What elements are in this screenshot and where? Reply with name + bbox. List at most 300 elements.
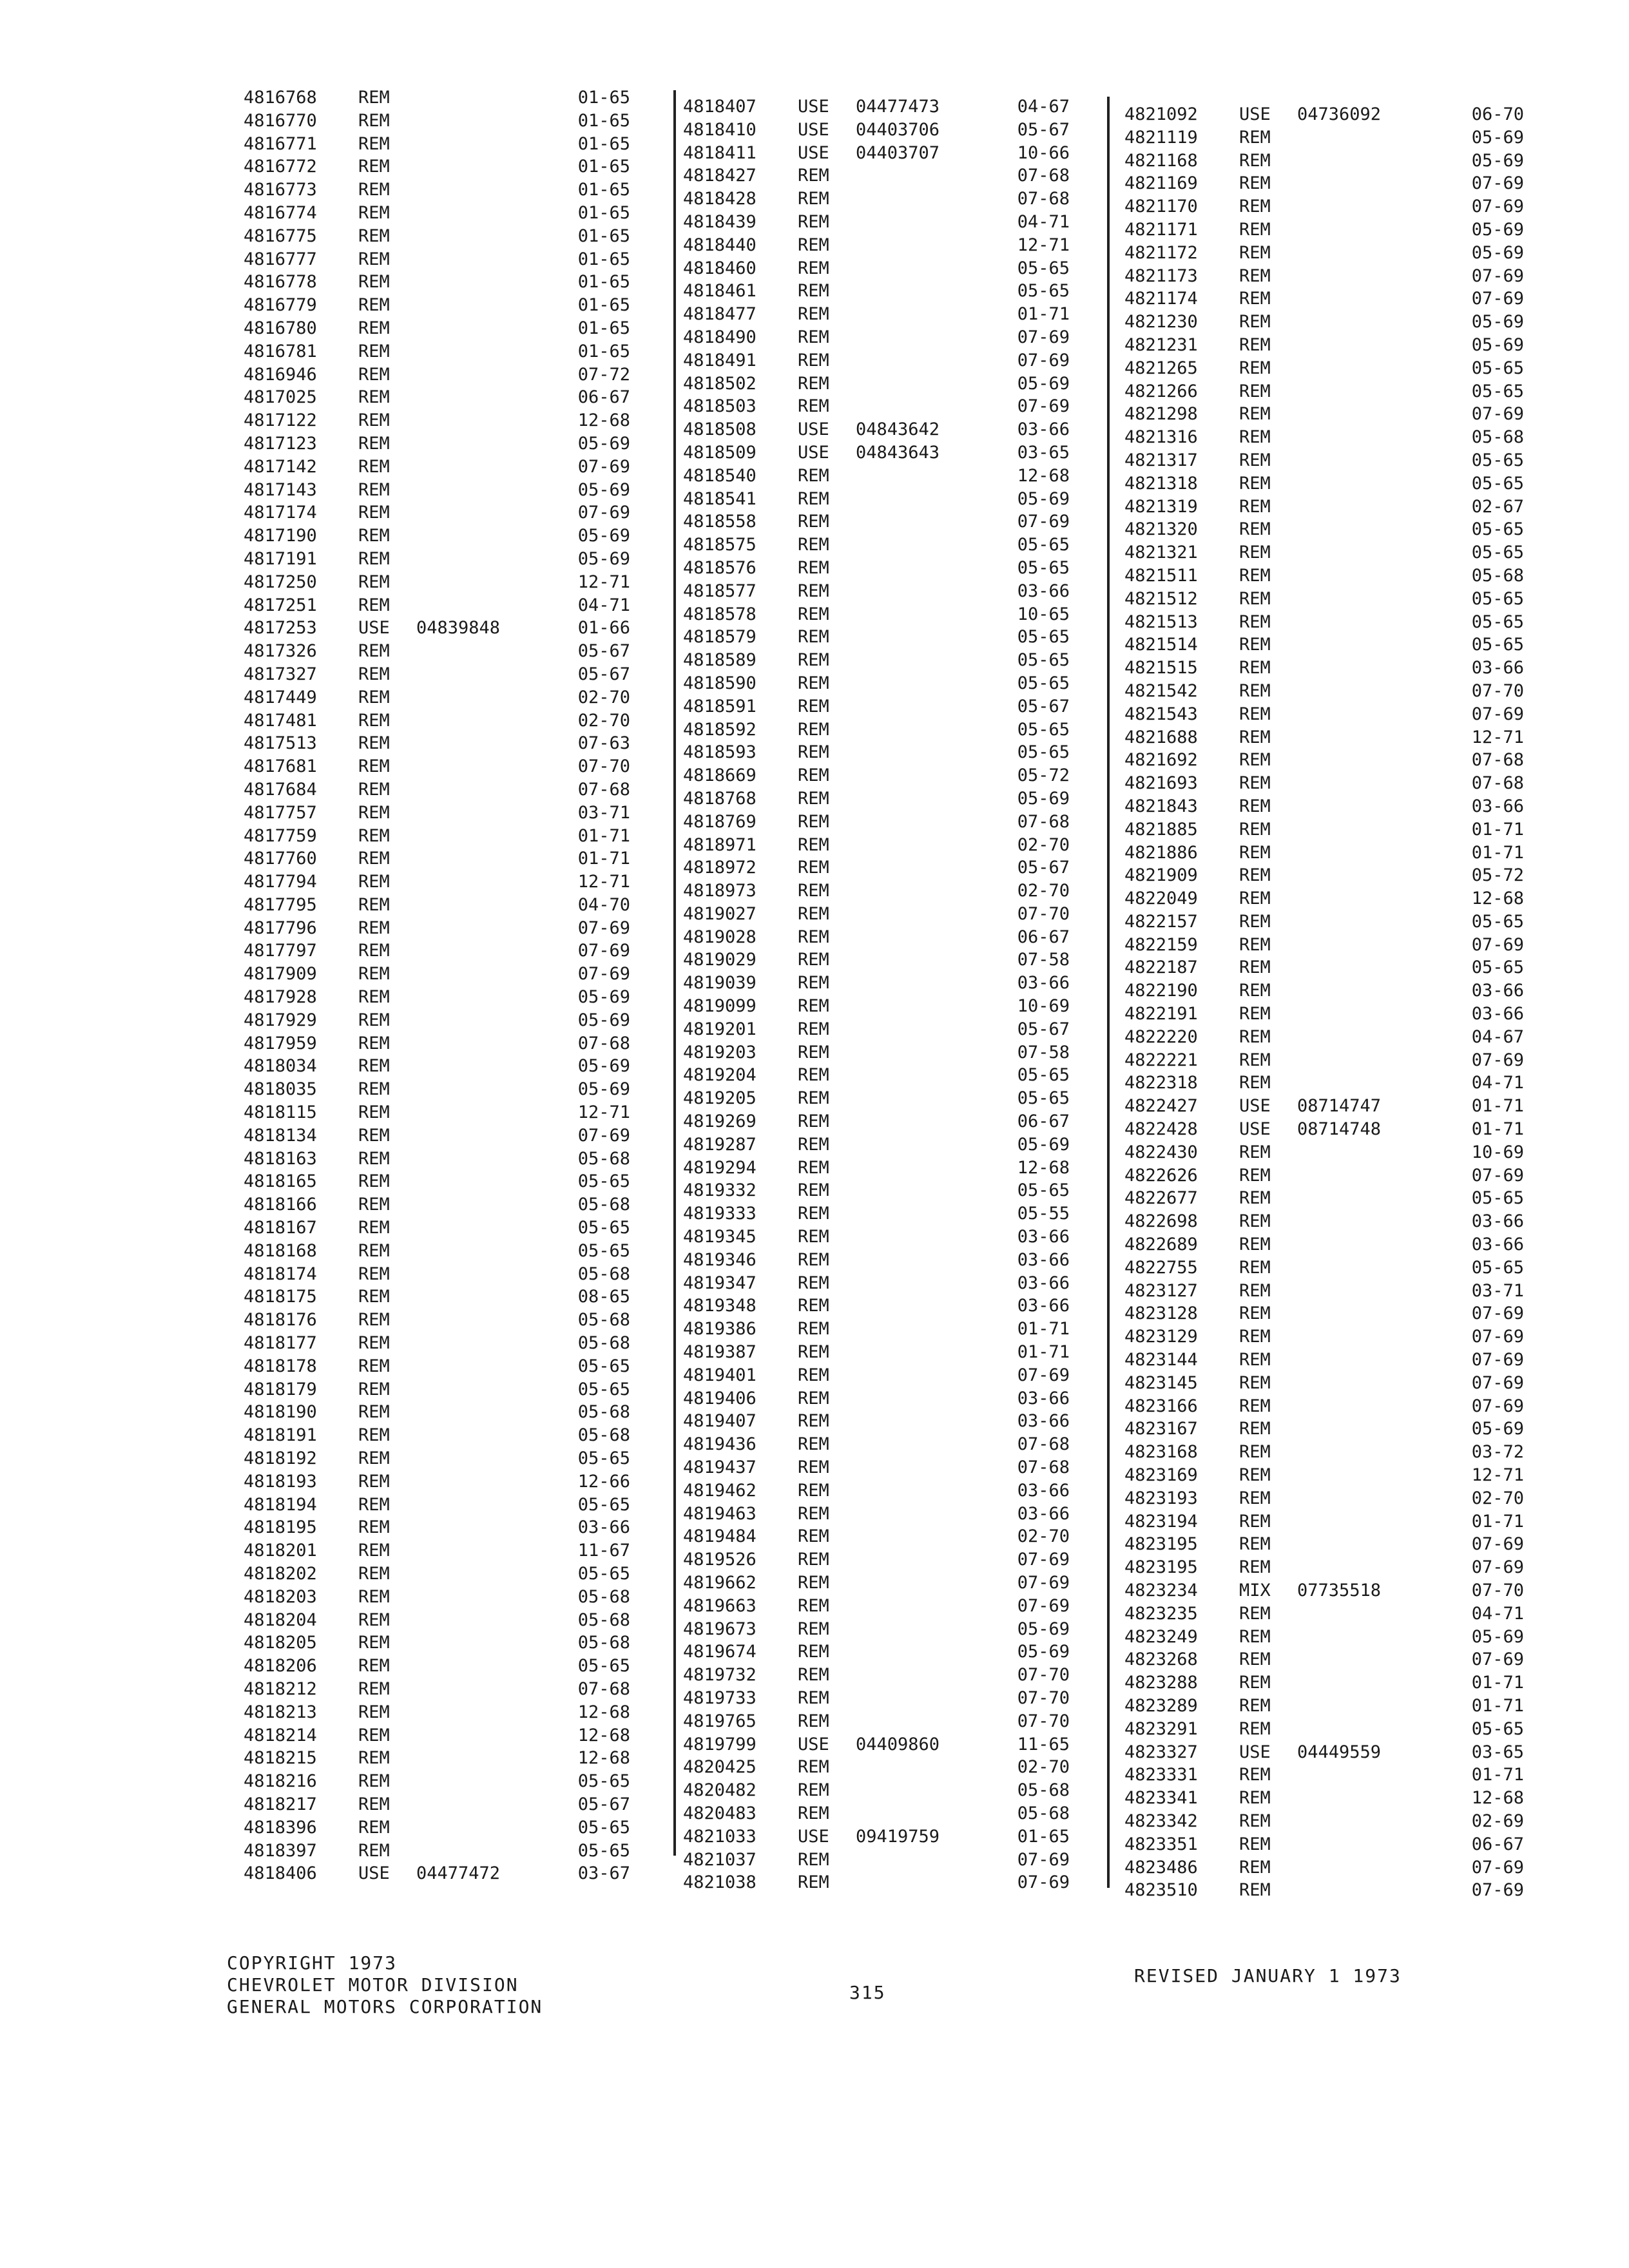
part-row [1124, 449, 1524, 472]
part-row [1124, 1210, 1524, 1233]
disposition-code: REM [1239, 1442, 1271, 1463]
date-code: 03-66 [1017, 1273, 1070, 1293]
part-number: 4817681 [244, 756, 317, 777]
part-number: 4819401 [683, 1365, 757, 1385]
part-number: 4819332 [683, 1180, 757, 1201]
part-number: 4819294 [683, 1157, 757, 1178]
part-number: 4818115 [244, 1102, 317, 1123]
part-row [1124, 703, 1524, 726]
part-number: 4819673 [683, 1619, 757, 1639]
part-row [244, 1562, 630, 1586]
date-code: 05-68 [1471, 427, 1524, 448]
date-code: 07-70 [1471, 680, 1524, 701]
date-code: 03-72 [1471, 1442, 1524, 1463]
date-code: 12-68 [1017, 1157, 1070, 1178]
part-row [1124, 1833, 1524, 1856]
disposition-code: REM [358, 272, 390, 293]
part-row [1124, 1325, 1524, 1349]
part-row [683, 234, 1070, 257]
date-code: 07-69 [1471, 1649, 1524, 1670]
part-number: 4819406 [683, 1388, 757, 1408]
date-code: 02-69 [1471, 1811, 1524, 1831]
disposition-code: REM [1239, 334, 1271, 355]
part-number: 4821511 [1124, 565, 1198, 586]
disposition-code: REM [798, 1273, 829, 1293]
part-row [1124, 172, 1524, 195]
part-number: 4817250 [244, 572, 317, 592]
date-code: 05-65 [1017, 742, 1070, 763]
date-code: 07-68 [577, 779, 630, 800]
date-code: 05-68 [577, 1148, 630, 1169]
part-row [683, 164, 1070, 187]
date-code: 07-68 [577, 1033, 630, 1053]
disposition-code: REM [358, 88, 390, 108]
part-row [244, 202, 630, 225]
replacement-part-number: 04477473 [856, 97, 940, 117]
date-code: 05-67 [577, 641, 630, 662]
disposition-code: REM [798, 327, 829, 347]
date-code: 02-70 [1017, 1757, 1070, 1778]
disposition-code: REM [358, 1125, 390, 1146]
part-row [1124, 1072, 1524, 1095]
part-number: 4818193 [244, 1471, 317, 1492]
date-code: 07-70 [1471, 1581, 1524, 1600]
part-row [683, 1687, 1070, 1710]
disposition-code: REM [358, 572, 390, 592]
disposition-code: REM [358, 202, 390, 223]
part-number: 4818205 [244, 1633, 317, 1653]
disposition-code: REM [1239, 289, 1271, 309]
part-number: 4819345 [683, 1227, 757, 1247]
date-code: 12-68 [577, 1725, 630, 1745]
part-number: 4818460 [683, 258, 757, 278]
part-number: 4817759 [244, 825, 317, 846]
part-row [1124, 1579, 1524, 1602]
part-row [683, 1710, 1070, 1733]
part-number: 4819462 [683, 1480, 757, 1501]
part-row [1124, 1671, 1524, 1695]
part-number: 4821513 [1124, 611, 1198, 632]
date-code: 06-70 [1471, 104, 1524, 124]
part-row [683, 1664, 1070, 1687]
part-row [1124, 680, 1524, 703]
disposition-code: REM [1239, 197, 1271, 217]
part-number: 4819333 [683, 1204, 757, 1224]
disposition-code: USE [1239, 1119, 1271, 1140]
disposition-code: REM [358, 1748, 390, 1769]
disposition-code: REM [798, 996, 829, 1017]
date-code: 01-65 [577, 110, 630, 131]
part-row [1124, 772, 1524, 795]
date-code: 07-69 [1017, 350, 1070, 370]
part-number: 4818439 [683, 211, 757, 232]
part-number: 4818577 [683, 581, 757, 601]
part-number: 4818540 [683, 465, 757, 486]
part-row [1124, 979, 1524, 1003]
part-row [683, 349, 1070, 372]
part-row [244, 963, 630, 986]
disposition-code: REM [1239, 1857, 1271, 1878]
part-row [244, 86, 630, 110]
part-row [683, 1618, 1070, 1641]
disposition-code: USE [358, 618, 390, 639]
part-number: 4818971 [683, 834, 757, 855]
part-row [1124, 1533, 1524, 1556]
date-code: 03-66 [1017, 1296, 1070, 1316]
disposition-code: REM [798, 1642, 829, 1662]
disposition-code: REM [1239, 1534, 1271, 1555]
replacement-part-number: 07735518 [1297, 1581, 1382, 1600]
part-number: 4817909 [244, 964, 317, 985]
disposition-code: REM [1239, 1788, 1271, 1809]
date-code: 05-69 [1471, 219, 1524, 240]
disposition-code: REM [798, 1849, 829, 1870]
date-code: 05-72 [1017, 765, 1070, 786]
disposition-code: REM [358, 503, 390, 523]
date-code: 07-69 [1471, 1303, 1524, 1324]
part-row [683, 1294, 1070, 1318]
disposition-code: REM [1239, 773, 1271, 794]
part-number: 4817959 [244, 1033, 317, 1053]
part-row [1124, 357, 1524, 380]
part-row [244, 1240, 630, 1263]
part-number: 4817326 [244, 641, 317, 662]
disposition-code: REM [358, 1148, 390, 1169]
date-code: 07-69 [1471, 1050, 1524, 1070]
date-code: 04-71 [1471, 1073, 1524, 1093]
date-code: 01-71 [577, 825, 630, 846]
date-code: 07-69 [577, 941, 630, 961]
disposition-code: REM [358, 1102, 390, 1123]
part-row [244, 1309, 630, 1332]
date-code: 12-68 [1017, 465, 1070, 486]
part-row [1124, 1395, 1524, 1418]
disposition-code: REM [798, 1042, 829, 1062]
disposition-code: REM [358, 1310, 390, 1331]
disposition-code: REM [358, 341, 390, 361]
part-number: 4822191 [1124, 1004, 1198, 1024]
date-code: 03-66 [1471, 981, 1524, 1001]
part-row [1124, 242, 1524, 265]
part-number: 4819269 [683, 1111, 757, 1132]
disposition-code: REM [798, 465, 829, 486]
column-divider [1107, 97, 1110, 1888]
part-number: 4823145 [1124, 1372, 1198, 1393]
part-row [1124, 818, 1524, 841]
part-number: 4818177 [244, 1333, 317, 1354]
date-code: 05-65 [1471, 519, 1524, 540]
part-number: 4821909 [1124, 865, 1198, 886]
part-row [244, 1078, 630, 1101]
date-code: 05-65 [577, 1218, 630, 1238]
date-code: 07-58 [1017, 1042, 1070, 1062]
disposition-code: REM [798, 696, 829, 716]
date-code: 03-65 [1471, 1742, 1524, 1762]
part-number: 4822698 [1124, 1211, 1198, 1232]
part-number: 4822159 [1124, 934, 1198, 955]
parts-column-2 [683, 95, 1070, 1894]
disposition-code: REM [798, 189, 829, 209]
part-row [1124, 1003, 1524, 1026]
part-number: 4818411 [683, 142, 757, 163]
part-row [683, 764, 1070, 787]
part-number: 4818575 [683, 535, 757, 555]
disposition-code: REM [798, 1249, 829, 1270]
part-number: 4818163 [244, 1148, 317, 1169]
date-code: 05-69 [577, 548, 630, 569]
part-number: 4823166 [1124, 1396, 1198, 1416]
part-row [1124, 380, 1524, 403]
part-number: 4822049 [1124, 889, 1198, 909]
disposition-code: USE [798, 1734, 829, 1754]
part-number: 4818201 [244, 1541, 317, 1561]
part-number: 4821512 [1124, 588, 1198, 609]
disposition-code: REM [358, 1264, 390, 1284]
disposition-code: REM [358, 433, 390, 454]
date-code: 12-71 [577, 872, 630, 892]
date-code: 05-65 [1017, 535, 1070, 555]
date-code: 02-70 [577, 710, 630, 731]
disposition-code: REM [358, 1448, 390, 1469]
part-row [683, 695, 1070, 718]
date-code: 05-65 [1017, 1180, 1070, 1201]
part-row [1124, 1256, 1524, 1280]
part-row [1124, 1810, 1524, 1833]
replacement-part-number: 08714747 [1297, 1096, 1382, 1117]
date-code: 05-65 [577, 1494, 630, 1515]
date-code: 01-71 [1471, 1511, 1524, 1532]
disposition-code: REM [358, 918, 390, 938]
disposition-code: REM [358, 1218, 390, 1238]
date-code: 10-66 [1017, 142, 1070, 163]
disposition-code: REM [358, 226, 390, 246]
part-number: 4816781 [244, 341, 317, 361]
disposition-code: REM [358, 1333, 390, 1354]
part-row [244, 755, 630, 778]
part-row [244, 1355, 630, 1378]
date-code: 01-71 [577, 849, 630, 869]
part-row [683, 465, 1070, 488]
part-row [244, 1609, 630, 1632]
part-number: 4823288 [1124, 1673, 1198, 1693]
disposition-code: REM [1239, 911, 1271, 932]
disposition-code: REM [358, 1771, 390, 1792]
part-row [683, 1779, 1070, 1802]
disposition-code: REM [1239, 1465, 1271, 1486]
part-row [1124, 1556, 1524, 1579]
part-number: 4819027 [683, 903, 757, 924]
part-row [244, 847, 630, 870]
part-number: 4821318 [1124, 473, 1198, 494]
date-code: 05-65 [1017, 1088, 1070, 1109]
date-code: 05-69 [1471, 1419, 1524, 1439]
part-row [683, 1272, 1070, 1295]
part-number: 4818167 [244, 1218, 317, 1238]
part-row [1124, 1602, 1524, 1626]
part-number: 4819674 [683, 1642, 757, 1662]
date-code: 05-65 [1471, 611, 1524, 632]
part-row [683, 119, 1070, 142]
part-row [683, 187, 1070, 211]
date-code: 07-68 [1017, 189, 1070, 209]
part-number: 4819484 [683, 1526, 757, 1547]
part-number: 4816768 [244, 88, 317, 108]
date-code: 11-67 [577, 1541, 630, 1561]
replacement-part-number: 04843642 [856, 419, 940, 440]
disposition-code: REM [798, 1872, 829, 1893]
part-number: 4819732 [683, 1665, 757, 1686]
part-row [1124, 1164, 1524, 1187]
disposition-code: REM [798, 350, 829, 370]
part-row [244, 1401, 630, 1424]
corporation-line: GENERAL MOTORS CORPORATION [227, 1996, 543, 2017]
part-number: 4823127 [1124, 1280, 1198, 1301]
disposition-code: REM [798, 1457, 829, 1478]
part-row [244, 1285, 630, 1309]
disposition-code: REM [798, 834, 829, 855]
disposition-code: REM [798, 881, 829, 901]
date-code: 12-68 [577, 1748, 630, 1769]
part-number: 4818491 [683, 350, 757, 370]
part-row [1124, 1441, 1524, 1464]
part-row [244, 363, 630, 387]
part-row [683, 787, 1070, 811]
disposition-code: REM [358, 1817, 390, 1838]
disposition-code: REM [358, 1195, 390, 1215]
part-row [683, 257, 1070, 280]
part-number: 4817449 [244, 687, 317, 707]
part-number: 4818190 [244, 1402, 317, 1423]
part-number: 4817190 [244, 526, 317, 546]
part-number: 4822190 [1124, 981, 1198, 1001]
date-code: 05-65 [1471, 635, 1524, 655]
part-number: 4818579 [683, 627, 757, 648]
disposition-code: REM [1239, 150, 1271, 171]
disposition-code: REM [1239, 127, 1271, 148]
part-number: 4823291 [1124, 1718, 1198, 1739]
part-number: 4818206 [244, 1656, 317, 1677]
disposition-code: REM [1239, 1235, 1271, 1255]
disposition-code: REM [1239, 1603, 1271, 1624]
date-code: 07-68 [1017, 1457, 1070, 1478]
part-number: 4819436 [683, 1434, 757, 1455]
part-number: 4818034 [244, 1056, 317, 1077]
disposition-code: REM [1239, 427, 1271, 448]
date-code: 01-65 [577, 226, 630, 246]
part-number: 4818195 [244, 1517, 317, 1538]
part-number: 4823268 [1124, 1649, 1198, 1670]
part-row [683, 1318, 1070, 1341]
date-code: 05-67 [1017, 1019, 1070, 1039]
date-code: 05-65 [1017, 557, 1070, 578]
part-number: 4823327 [1124, 1742, 1198, 1762]
disposition-code: REM [358, 249, 390, 269]
date-code: 05-65 [1471, 450, 1524, 470]
date-code: 01-71 [1017, 1342, 1070, 1363]
disposition-code: REM [1239, 842, 1271, 863]
part-row [244, 1470, 630, 1494]
part-row [1124, 887, 1524, 910]
date-code: 01-65 [577, 157, 630, 177]
date-code: 05-65 [577, 1656, 630, 1677]
part-number: 4818406 [244, 1863, 317, 1884]
part-number: 4819201 [683, 1019, 757, 1039]
part-row [1124, 1763, 1524, 1787]
date-code: 04-71 [577, 595, 630, 615]
part-number: 4821173 [1124, 265, 1198, 286]
disposition-code: REM [798, 1111, 829, 1132]
disposition-code: REM [798, 627, 829, 648]
part-row [244, 155, 630, 178]
part-row [1124, 1464, 1524, 1487]
part-row [244, 825, 630, 848]
part-row [1124, 1487, 1524, 1510]
date-code: 07-69 [1471, 1396, 1524, 1416]
date-code: 05-68 [577, 1402, 630, 1423]
part-row [244, 1678, 630, 1701]
disposition-code: REM [1239, 173, 1271, 194]
disposition-code: REM [1239, 588, 1271, 609]
part-number: 4822427 [1124, 1096, 1198, 1117]
date-code: 05-65 [1471, 588, 1524, 609]
part-row [1124, 841, 1524, 865]
part-row [1124, 1418, 1524, 1441]
part-number: 4821320 [1124, 519, 1198, 540]
disposition-code: REM [798, 1526, 829, 1547]
part-number: 4823342 [1124, 1811, 1198, 1831]
disposition-code: REM [1239, 404, 1271, 425]
date-code: 05-68 [577, 1425, 630, 1446]
date-code: 05-65 [1471, 473, 1524, 494]
date-code: 05-65 [1471, 381, 1524, 401]
part-row [683, 1756, 1070, 1779]
part-number: 4817760 [244, 849, 317, 869]
disposition-code: REM [1239, 1211, 1271, 1232]
part-row [1124, 910, 1524, 934]
disposition-code: REM [1239, 1165, 1271, 1186]
disposition-code: REM [358, 1425, 390, 1446]
date-code: 05-65 [577, 1240, 630, 1261]
date-code: 07-68 [1017, 166, 1070, 186]
part-row [1124, 1510, 1524, 1533]
replacement-part-number: 04403706 [856, 119, 940, 140]
disposition-code: REM [358, 1517, 390, 1538]
disposition-code: USE [798, 419, 829, 440]
part-row [244, 294, 630, 317]
date-code: 06-67 [1471, 1834, 1524, 1854]
part-row [683, 1802, 1070, 1825]
date-code: 03-66 [1017, 419, 1070, 440]
disposition-code: REM [1239, 680, 1271, 701]
part-row [683, 903, 1070, 926]
date-code: 07-69 [1471, 1557, 1524, 1578]
part-number: 4823195 [1124, 1534, 1198, 1555]
part-number: 4821886 [1124, 842, 1198, 863]
disposition-code: REM [358, 1494, 390, 1515]
part-row [1124, 1787, 1524, 1810]
date-code: 07-70 [1017, 1665, 1070, 1686]
part-number: 4821885 [1124, 819, 1198, 840]
disposition-code: USE [1239, 1096, 1271, 1117]
date-code: 05-68 [1017, 1780, 1070, 1801]
part-number: 4818589 [683, 650, 757, 671]
part-row [683, 672, 1070, 695]
part-row [244, 1516, 630, 1539]
disposition-code: REM [1239, 635, 1271, 655]
disposition-code: REM [798, 1711, 829, 1731]
part-number: 4821693 [1124, 773, 1198, 794]
disposition-code: REM [358, 1010, 390, 1030]
